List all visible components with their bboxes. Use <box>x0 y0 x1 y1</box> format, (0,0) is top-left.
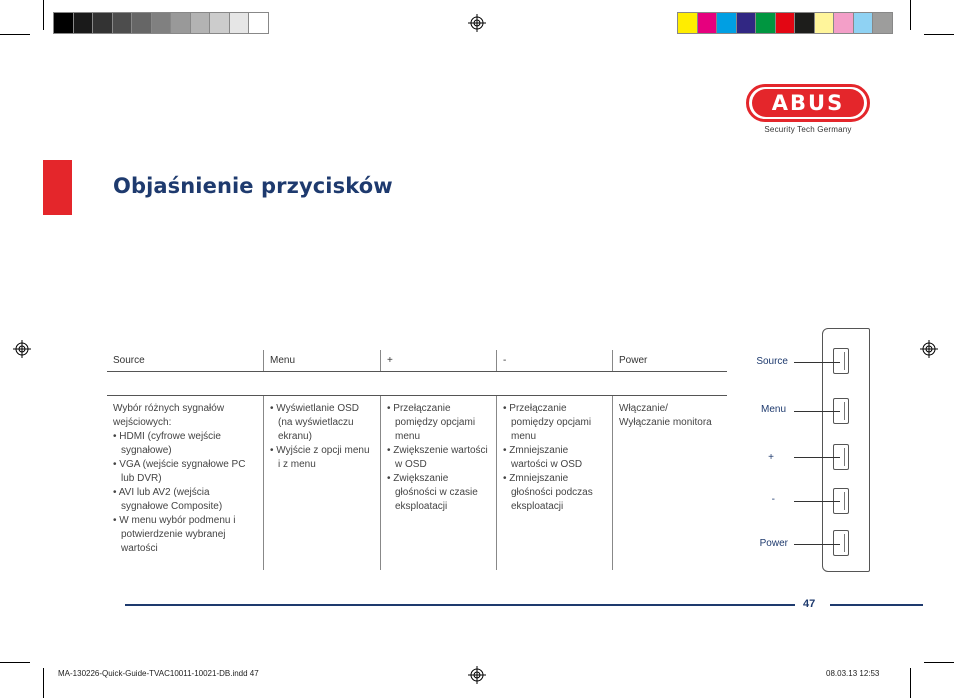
crop-mark <box>910 668 911 698</box>
leader-line <box>794 411 840 412</box>
source-list <box>113 430 257 556</box>
monitor-button-power <box>833 530 849 556</box>
color-swatch <box>53 12 74 34</box>
color-swatch <box>716 12 737 34</box>
color-swatch <box>697 12 718 34</box>
color-swatch <box>209 12 230 34</box>
crop-mark <box>0 34 30 35</box>
list-item: • Wyjście z opcji menu i z menu <box>270 444 374 472</box>
color-swatch <box>736 12 757 34</box>
grayscale-color-bar <box>53 12 268 34</box>
color-swatch <box>677 12 698 34</box>
minus-list <box>503 402 606 514</box>
color-swatch <box>755 12 776 34</box>
color-swatch <box>151 12 172 34</box>
plus-list <box>387 402 490 514</box>
crop-mark <box>43 0 44 30</box>
list-item: • Przełączanie pomiędzy opcjami menu <box>387 402 490 444</box>
menu-list <box>270 402 374 472</box>
slug-datetime: 08.03.13 12:53 <box>826 669 880 678</box>
color-swatch <box>853 12 874 34</box>
header-source: Source <box>113 355 145 366</box>
cell-power: Włączanie/ Wyłączanie monitora <box>612 396 727 570</box>
list-item: • HDMI (cyfrowe wejście sygnałowe) <box>113 430 257 458</box>
button-explanation-table <box>107 350 727 570</box>
source-intro: Wybór różnych sygnałów wejściowych: <box>113 403 225 428</box>
registration-mark-icon <box>468 666 486 684</box>
monitor-label-minus: - <box>771 494 775 505</box>
logo-oval <box>746 84 870 122</box>
monitor-button-source <box>833 348 849 374</box>
registration-mark-icon <box>13 340 31 358</box>
abus-logo <box>746 84 870 134</box>
cell-plus <box>380 396 496 570</box>
cell-menu <box>263 396 380 570</box>
color-swatch <box>872 12 893 34</box>
footer-rule <box>830 604 923 606</box>
leader-line <box>794 544 840 545</box>
color-swatch <box>229 12 250 34</box>
registration-mark-icon <box>468 14 486 32</box>
leader-line <box>794 501 840 502</box>
color-swatch <box>190 12 211 34</box>
list-item: • Zwiększenie wartości w OSD <box>387 444 490 472</box>
process-color-bar <box>677 12 892 34</box>
monitor-label-power: Power <box>759 538 788 549</box>
color-swatch <box>794 12 815 34</box>
logo-tagline: Security Tech Germany <box>764 125 852 134</box>
table-header-row <box>107 350 727 372</box>
section-marker <box>43 160 72 215</box>
color-swatch <box>775 12 796 34</box>
page-number: 47 <box>803 598 816 610</box>
monitor-side-diagram <box>822 328 870 572</box>
monitor-label-menu: Menu <box>760 404 786 415</box>
header-minus: - <box>496 350 612 371</box>
crop-mark <box>0 662 30 663</box>
color-swatch <box>170 12 191 34</box>
table-row <box>107 396 727 570</box>
color-swatch <box>248 12 269 34</box>
leader-line <box>794 362 840 363</box>
header-menu: Menu <box>263 350 380 371</box>
list-item: • VGA (wejście sygnałowe PC lub DVR) <box>113 458 257 486</box>
logo-wordmark: ABUS <box>752 89 864 117</box>
table-spacer-row <box>107 372 727 396</box>
color-swatch <box>131 12 152 34</box>
crop-mark <box>924 662 954 663</box>
list-item: • Zmniejszanie głośności podczas eksploatacji <box>503 472 606 514</box>
header-power: Power <box>612 350 727 371</box>
page-title: Objaśnienie przycisków <box>113 174 393 198</box>
list-item: • Wyświetlanie OSD (na wyświetlaczu ekranu) <box>270 402 374 444</box>
slug-filename: MA-130226-Quick-Guide-TVAC10011-10021-DB.indd 47 <box>58 669 259 678</box>
color-swatch <box>833 12 854 34</box>
header-plus: + <box>380 350 496 371</box>
monitor-label-plus: + <box>768 452 774 463</box>
footer-rule <box>125 604 795 606</box>
color-swatch <box>73 12 94 34</box>
cell-source <box>107 396 263 570</box>
crop-mark <box>43 668 44 698</box>
crop-mark <box>924 34 954 35</box>
monitor-label-source: Source <box>756 356 788 367</box>
list-item: • W menu wybór podmenu i potwierdzenie wybranej wartości <box>113 514 257 556</box>
crop-mark <box>910 0 911 30</box>
color-swatch <box>92 12 113 34</box>
color-swatch <box>112 12 133 34</box>
color-swatch <box>814 12 835 34</box>
registration-mark-icon <box>920 340 938 358</box>
list-item: • Zwiększanie głośności w czasie eksploatacji <box>387 472 490 514</box>
cell-minus <box>496 396 612 570</box>
leader-line <box>794 457 840 458</box>
list-item: • Zmniejszanie wartości w OSD <box>503 444 606 472</box>
list-item: • Przełączanie pomiędzy opcjami menu <box>503 402 606 444</box>
list-item: • AVI lub AV2 (wejścia sygnałowe Composite) <box>113 486 257 514</box>
